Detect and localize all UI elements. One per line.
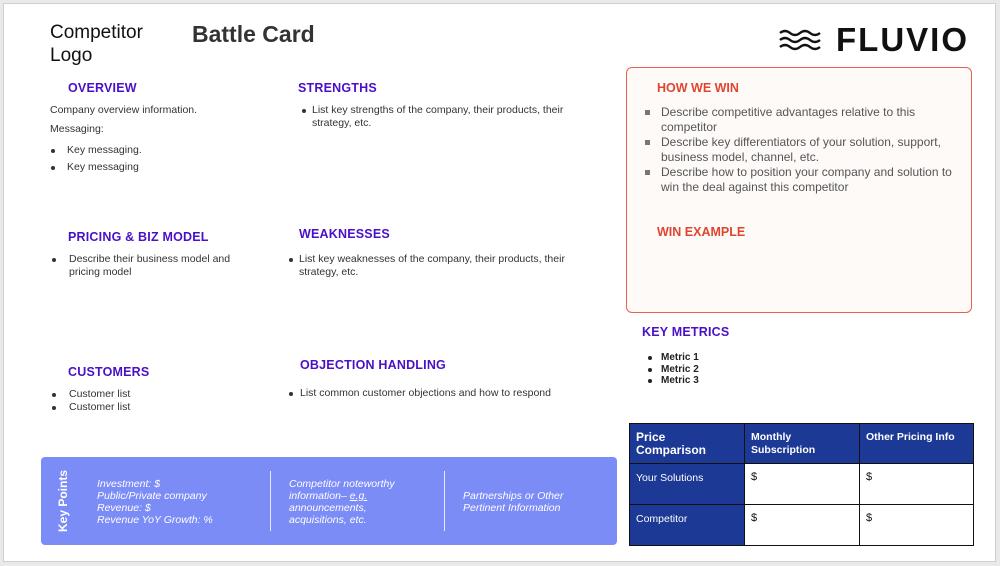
list-item: Key messaging. bbox=[50, 144, 142, 157]
objections-heading: OBJECTION HANDLING bbox=[300, 358, 446, 372]
list-item: List key strengths of the company, their products, their strategy, etc. bbox=[302, 104, 592, 130]
win-example-heading: WIN EXAMPLE bbox=[657, 225, 746, 239]
list-item: Metric 2 bbox=[646, 364, 699, 376]
list-item: Metric 3 bbox=[646, 375, 699, 387]
bullet-icon bbox=[52, 406, 56, 410]
brand-name: FLUVIO bbox=[836, 21, 969, 58]
key-points-financials: Investment: $ Public/Private company Revenue: $ Revenue YoY Growth: % bbox=[97, 478, 213, 526]
square-bullet-icon bbox=[645, 170, 650, 175]
how-we-win-panel bbox=[626, 67, 972, 313]
price-comparison-table bbox=[629, 423, 974, 546]
key-points-panel bbox=[41, 457, 617, 545]
list-item: Key messaging bbox=[50, 161, 142, 174]
table-cell[interactable]: $ bbox=[860, 464, 974, 505]
list-item: Describe competitive advantages relative to this competitor bbox=[643, 105, 961, 135]
overview-heading: OVERVIEW bbox=[68, 81, 137, 95]
divider bbox=[270, 471, 271, 531]
waves-icon bbox=[778, 29, 826, 53]
bullet-icon bbox=[52, 258, 56, 262]
key-metrics-heading: KEY METRICS bbox=[642, 325, 730, 339]
table-header: Other Pricing Info bbox=[860, 424, 974, 464]
list-item: Describe how to position your company and solution to win the deal against this competitor bbox=[643, 165, 961, 195]
bullet-icon bbox=[51, 166, 55, 170]
square-bullet-icon bbox=[645, 140, 650, 145]
list-item: List key weaknesses of the company, their products, their strategy, etc. bbox=[289, 253, 589, 279]
divider bbox=[444, 471, 445, 531]
customers-heading: CUSTOMERS bbox=[68, 365, 150, 379]
weaknesses-heading: WEAKNESSES bbox=[299, 227, 390, 241]
list-item: Customer list bbox=[51, 388, 130, 401]
table-cell[interactable]: $ bbox=[745, 464, 860, 505]
battle-card-slide bbox=[3, 3, 996, 562]
customers-list bbox=[51, 388, 130, 414]
list-item: Describe their business model and pricing model bbox=[51, 253, 251, 279]
bullet-icon bbox=[648, 368, 652, 372]
competitor-logo-placeholder: Competitor Logo bbox=[50, 22, 143, 66]
weaknesses-list bbox=[289, 253, 589, 279]
bullet-icon bbox=[52, 393, 56, 397]
key-points-label: Key Points bbox=[56, 469, 70, 533]
table-header: Price Comparison bbox=[630, 424, 745, 464]
row-label: Your Solutions bbox=[630, 464, 745, 505]
table-header-row bbox=[630, 424, 974, 464]
table-cell[interactable]: $ bbox=[745, 505, 860, 546]
brand-logo bbox=[778, 20, 968, 60]
list-item: List common customer objections and how to respond bbox=[289, 387, 589, 400]
table-row bbox=[630, 464, 974, 505]
bullet-icon bbox=[289, 392, 293, 396]
objections-list bbox=[289, 387, 589, 400]
eg-link[interactable]: e.g. bbox=[349, 490, 368, 502]
how-we-win-heading: HOW WE WIN bbox=[657, 81, 739, 95]
table-header: Monthly Subscription bbox=[745, 424, 860, 464]
list-item: Customer list bbox=[51, 401, 130, 414]
overview-text: Company overview information. bbox=[50, 104, 198, 116]
key-metrics-list bbox=[646, 352, 699, 387]
bullet-icon bbox=[302, 109, 306, 113]
list-item: Describe key differentiators of your solution, support, business model, channel, etc. bbox=[643, 135, 961, 165]
bullet-icon bbox=[648, 379, 652, 383]
bullet-icon bbox=[289, 258, 293, 262]
key-points-partnerships: Partnerships or Other Pertinent Information bbox=[463, 490, 564, 514]
row-label: Competitor bbox=[630, 505, 745, 546]
messaging-label: Messaging: bbox=[50, 123, 104, 135]
square-bullet-icon bbox=[645, 110, 650, 115]
pricing-list bbox=[51, 253, 251, 279]
table-row bbox=[630, 505, 974, 546]
list-item: Metric 1 bbox=[646, 352, 699, 364]
page-title: Battle Card bbox=[192, 21, 315, 47]
bullet-icon bbox=[648, 356, 652, 360]
bullet-icon bbox=[51, 149, 55, 153]
strengths-list bbox=[302, 104, 592, 130]
key-points-noteworthy: Competitor noteworthy information– e.g. announcements, acquisitions, etc. bbox=[289, 478, 395, 526]
pricing-heading: PRICING & BIZ MODEL bbox=[68, 230, 209, 244]
how-we-win-list bbox=[643, 105, 961, 195]
table-cell[interactable]: $ bbox=[860, 505, 974, 546]
strengths-heading: STRENGTHS bbox=[298, 81, 377, 95]
overview-messaging-list bbox=[50, 144, 142, 174]
